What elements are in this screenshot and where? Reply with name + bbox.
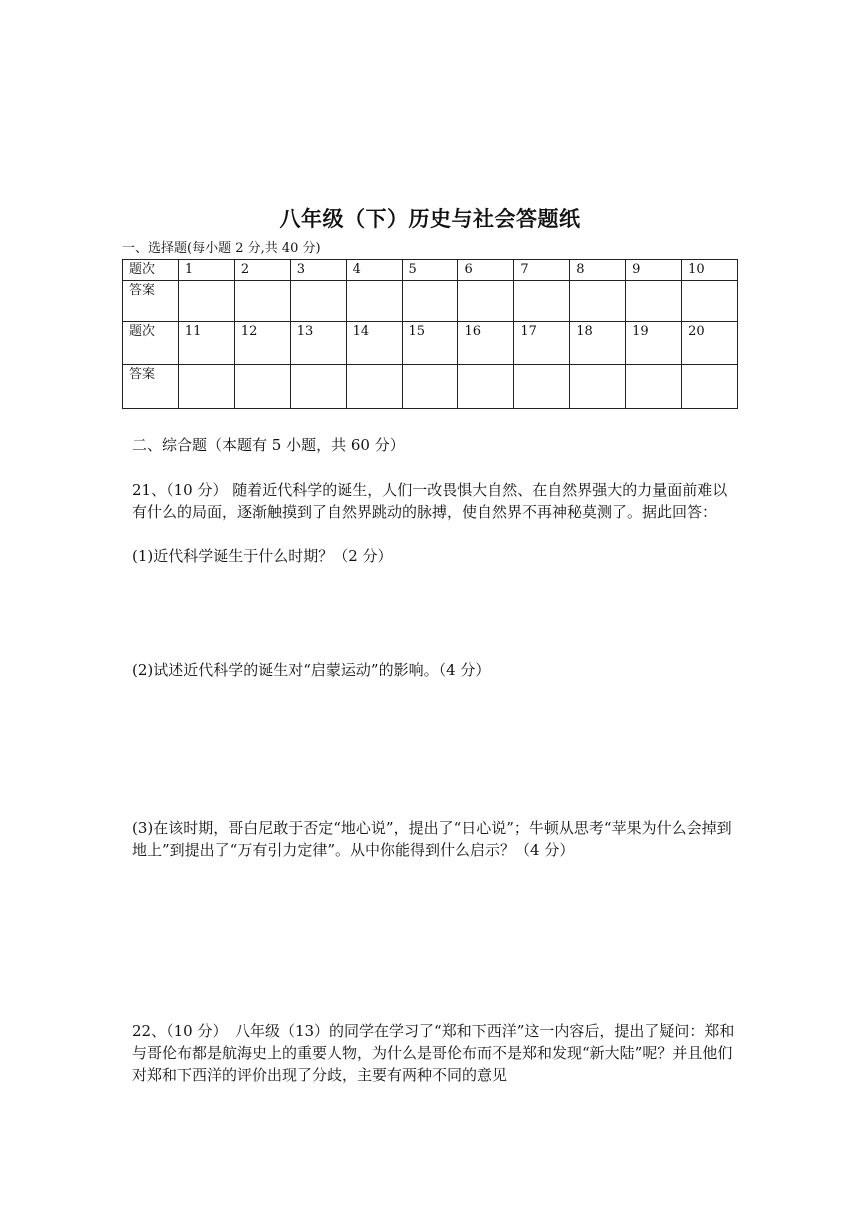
- answer-cell[interactable]: [682, 281, 738, 322]
- section1-heading: 一、选择题(每小题 2 分,共 40 分): [122, 241, 321, 256]
- question-21-part-1: (1)近代科学诞生于什么时期？（2 分）: [132, 547, 393, 565]
- answer-table: [122, 259, 738, 409]
- answer-cell[interactable]: [290, 281, 346, 322]
- question-number-cell: 6: [458, 260, 514, 281]
- question-number-cell: 11: [178, 322, 234, 365]
- question-21-part-2: (2)试述近代科学的诞生对“启蒙运动”的影响。（4 分）: [132, 661, 491, 679]
- answer-cell[interactable]: [570, 281, 626, 322]
- question-number-cell: 3: [290, 260, 346, 281]
- question-number-cell: 12: [234, 322, 290, 365]
- answer-cell[interactable]: [514, 365, 570, 409]
- answer-cell[interactable]: [626, 281, 682, 322]
- table-row: [123, 322, 738, 365]
- question-number-cell: 20: [682, 322, 738, 365]
- question-number-cell: 8: [570, 260, 626, 281]
- section2-heading: 二、综合题（本题有 5 小题，共 60 分）: [132, 436, 405, 454]
- question-number-cell: 4: [346, 260, 402, 281]
- answer-cell[interactable]: [402, 365, 458, 409]
- question-21-intro: 21、（10 分） 随着近代科学的诞生，人们一改畏惧大自然、在自然界强大的力量面前难以有什么的局面，逐渐触摸到了自然界跳动的脉搏，使自然界不再神秘莫测了。据此回答：: [132, 481, 728, 521]
- answer-cell[interactable]: [346, 365, 402, 409]
- question-number-cell: 1: [178, 260, 234, 281]
- row-label-question: 题次: [123, 322, 179, 365]
- question-number-cell: 9: [626, 260, 682, 281]
- answer-cell[interactable]: [514, 281, 570, 322]
- question-number-cell: 16: [458, 322, 514, 365]
- answer-cell[interactable]: [178, 365, 234, 409]
- table-row: [123, 365, 738, 409]
- question-number-cell: 2: [234, 260, 290, 281]
- question-22-intro: 22、（10 分） 八年级（13）的同学在学习了“郑和下西洋”这一内容后，提出了疑问：郑和与哥伦布都是航海史上的重要人物，为什么是哥伦布而不是郑和发现“新大陆”呢？并且他们对郑和下西洋的评价出现了分歧，主要有两种不同的意见: [132, 1022, 735, 1084]
- question-number-cell: 7: [514, 260, 570, 281]
- answer-cell[interactable]: [178, 281, 234, 322]
- question-21-part-3: (3)在该时期，哥白尼敢于否定“地心说”，提出了“日心说”；牛顿从思考“苹果为什么会掉到地上”到提出了“万有引力定律”。从中你能得到什么启示？（4 分）: [132, 819, 732, 859]
- table-row: [123, 260, 738, 281]
- answer-cell[interactable]: [626, 365, 682, 409]
- answer-cell[interactable]: [290, 365, 346, 409]
- table-row: [123, 281, 738, 322]
- question-number-cell: 19: [626, 322, 682, 365]
- row-label-answer: 答案: [123, 365, 179, 409]
- question-number-cell: 18: [570, 322, 626, 365]
- question-number-cell: 15: [402, 322, 458, 365]
- question-number-cell: 5: [402, 260, 458, 281]
- answer-cell[interactable]: [458, 281, 514, 322]
- row-label-question: 题次: [123, 260, 179, 281]
- question-number-cell: 14: [346, 322, 402, 365]
- question-number-cell: 10: [682, 260, 738, 281]
- answer-cell[interactable]: [570, 365, 626, 409]
- page-title: 八年级（下）历史与社会答题纸: [279, 207, 581, 231]
- answer-cell[interactable]: [682, 365, 738, 409]
- answer-cell[interactable]: [346, 281, 402, 322]
- question-number-cell: 13: [290, 322, 346, 365]
- question-number-cell: 17: [514, 322, 570, 365]
- answer-cell[interactable]: [458, 365, 514, 409]
- row-label-answer: 答案: [123, 281, 179, 322]
- answer-cell[interactable]: [234, 365, 290, 409]
- answer-cell[interactable]: [234, 281, 290, 322]
- answer-cell[interactable]: [402, 281, 458, 322]
